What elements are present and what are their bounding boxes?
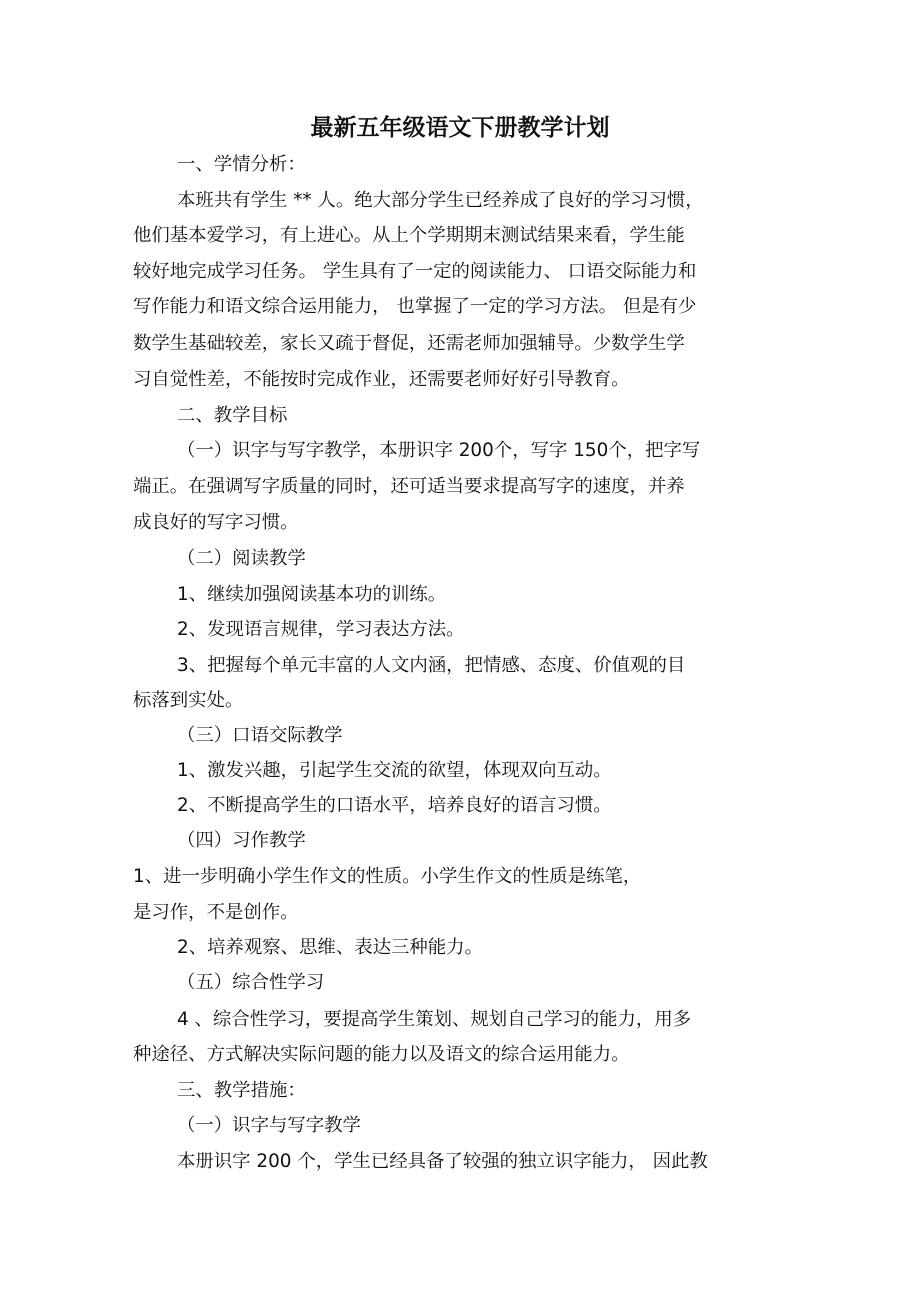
text-line: 2、不断提高学生的口语水平，培养良好的语言习惯。 [177, 795, 612, 816]
text-line: 1、继续加强阅读基本功的训练。 [177, 584, 447, 605]
text-line: 本班共有学生 ** 人。绝大部分学生已经养成了良好的学习习惯， [177, 190, 704, 211]
text-line: 三、教学措施： [177, 1080, 306, 1101]
text-line: 二、教学目标 [177, 405, 288, 426]
text-line: （一）识字与写字教学，本册识字 200个，写字 150个，把字写 [177, 440, 701, 461]
text-line: 习自觉性差，不能按时完成作业，还需要老师好好引导教育。 [133, 369, 630, 390]
text-line: （四）习作教学 [177, 830, 306, 851]
text-line: 2、发现语言规律，学习表达方法。 [177, 619, 465, 640]
text-line: 1、进一步明确小学生作文的性质。小学生作文的性质是练笔， [133, 866, 642, 887]
text-line: （二）阅读教学 [177, 548, 306, 569]
text-line: 标落到实处。 [133, 690, 244, 711]
text-line: （一）识字与写字教学 [177, 1115, 361, 1136]
text-line: 数学生基础较差，家长又疏于督促，还需老师加强辅导。少数学生学 [133, 333, 685, 354]
text-line: 2、培养观察、思维、表达三种能力。 [177, 937, 483, 958]
text-line: 端正。在强调写字质量的同时，还可适当要求提高写字的速度，并养 [133, 476, 685, 497]
text-line: 种途径、方式解决实际问题的能力以及语文的综合运用能力。 [133, 1044, 630, 1065]
text-line: 3、把握每个单元丰富的人文内涵，把情感、态度、价值观的目 [177, 655, 686, 676]
text-line: 是习作，不是创作。 [133, 902, 299, 923]
page-title: 最新五年级语文下册教学计划 [310, 115, 610, 141]
text-line: 写作能力和语文综合运用能力， 也掌握了一定的学习方法。 但是有少 [133, 296, 697, 317]
text-line: 一、学情分析： [177, 154, 306, 175]
text-line: 1、激发兴趣，引起学生交流的欲望，体现双向互动。 [177, 760, 612, 781]
text-line: 4 、综合性学习，要提高学生策划、规划自己学习的能力，用多 [177, 1009, 692, 1030]
text-line: （三）口语交际教学 [177, 725, 343, 746]
text-line: 成良好的写字习惯。 [133, 512, 299, 533]
text-line: 本册识字 200 个，学生已经具备了较强的独立识字能力， 因此教 [177, 1151, 708, 1172]
text-line: （五）综合性学习 [177, 972, 325, 993]
text-line: 较好地完成学习任务。 学生具有了一定的阅读能力、 口语交际能力和 [133, 261, 697, 282]
text-line: 他们基本爱学习，有上进心。从上个学期期末测试结果来看，学生能 [133, 225, 685, 246]
